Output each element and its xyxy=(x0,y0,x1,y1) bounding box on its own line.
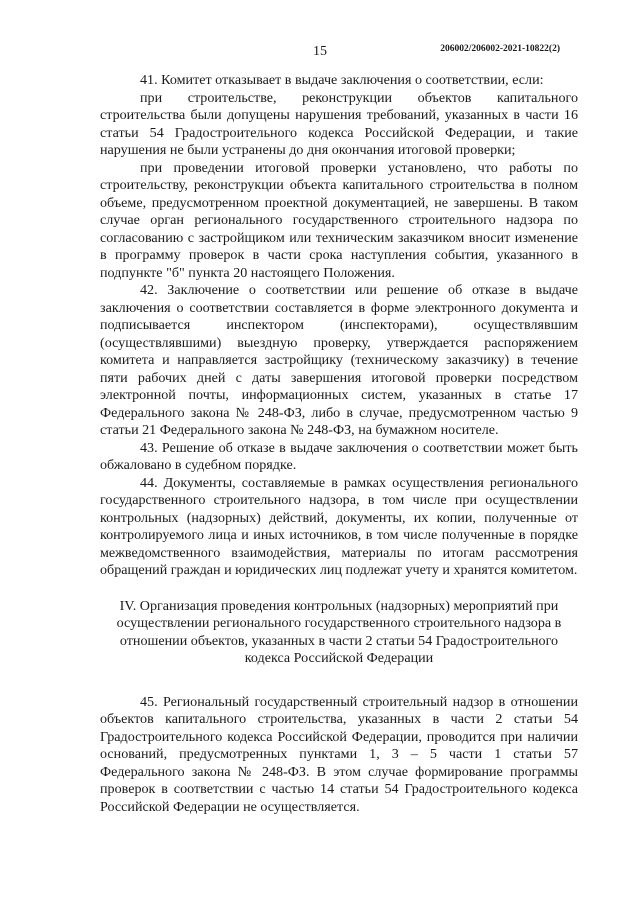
paragraph-43: 43. Решение об отказе в выдаче заключения о соответствии может быть обжаловано в судебном порядке. xyxy=(100,439,578,473)
document-body xyxy=(100,72,578,816)
paragraph-45: 45. Региональный государственный строительный надзор в отношении объектов капитального строительства, указанных в части 2 статьи 54 Градостроительного кодекса Российской Федерации, проводится при наличии оснований, предусмотренных пунктами 1, 3 – 5 части 1 статьи 57 Федерального закона № 248-ФЗ. В этом случае формирование программы проверок в соответствии с частью 14 статьи 54 Градостроительного кодекса Российской Федерации не осуществляется. xyxy=(100,693,578,815)
paragraph-41-item-2: при проведении итоговой проверки установлено, что работы по строительству, реконструкции объекта капитального строительства в полном объеме, предусмотренном проектной документацией, не завершены. В таком случае орган регионального государственного строительного надзора по согласованию с застройщиком или техническим заказчиком вносит изменение в программу проверок в части срока наступления события, указанного в подпункте "б" пункта 20 настоящего Положения. xyxy=(100,159,578,281)
paragraph-44: 44. Документы, составляемые в рамках осуществления регионального государственного строительного надзора, в том числе при осуществлении контрольных (надзорных) действий, документы, их копии, полученные от контролируемого лица и иных источников, в том числе полученные в порядке межведомственного взаимодействия, материалы по итогам рассмотрения обращений граждан и юридических лиц подлежат учету и хранятся комитетом. xyxy=(100,474,578,578)
paragraph-41-item-1: при строительстве, реконструкции объектов капитального строительства были допущены нарушения требований, указанных в части 16 статьи 54 Градостроительного кодекса Российской Федерации, и такие нарушения не были устранены до дня окончания итоговой проверки; xyxy=(100,89,578,158)
page-number: 15 xyxy=(313,44,327,59)
paragraph-42: 42. Заключение о соответствии или решение об отказе в выдаче заключения о соответствии составляется в форме электронного документа и подписывается инспектором (инспекторами), осуществлявшим (осуществлявшими) выездную проверку, утверждается распоряжением комитета и направляется застройщику (техническому заказчику) в течение пяти рабочих дней с даты завершения итоговой проверки посредством электронной почты, информационных систем, указанных в статье 17 Федерального закона № 248-ФЗ, либо в случае, предусмотренном частью 9 статьи 21 Федерального закона № 248-ФЗ, на бумажном носителе. xyxy=(100,282,578,438)
section-heading: IV. Организация проведения контрольных (надзорных) мероприятий при осуществлении регионального государственного строительного надзора в отношении объектов, указанных в части 2 статьи 54 Градостроительного кодекса Российской Федерации xyxy=(116,597,562,666)
document-id: 206002/206002-2021-10822(2) xyxy=(440,44,560,54)
paragraph-41: 41. Комитет отказывает в выдаче заключения о соответствии, если: xyxy=(140,72,544,88)
